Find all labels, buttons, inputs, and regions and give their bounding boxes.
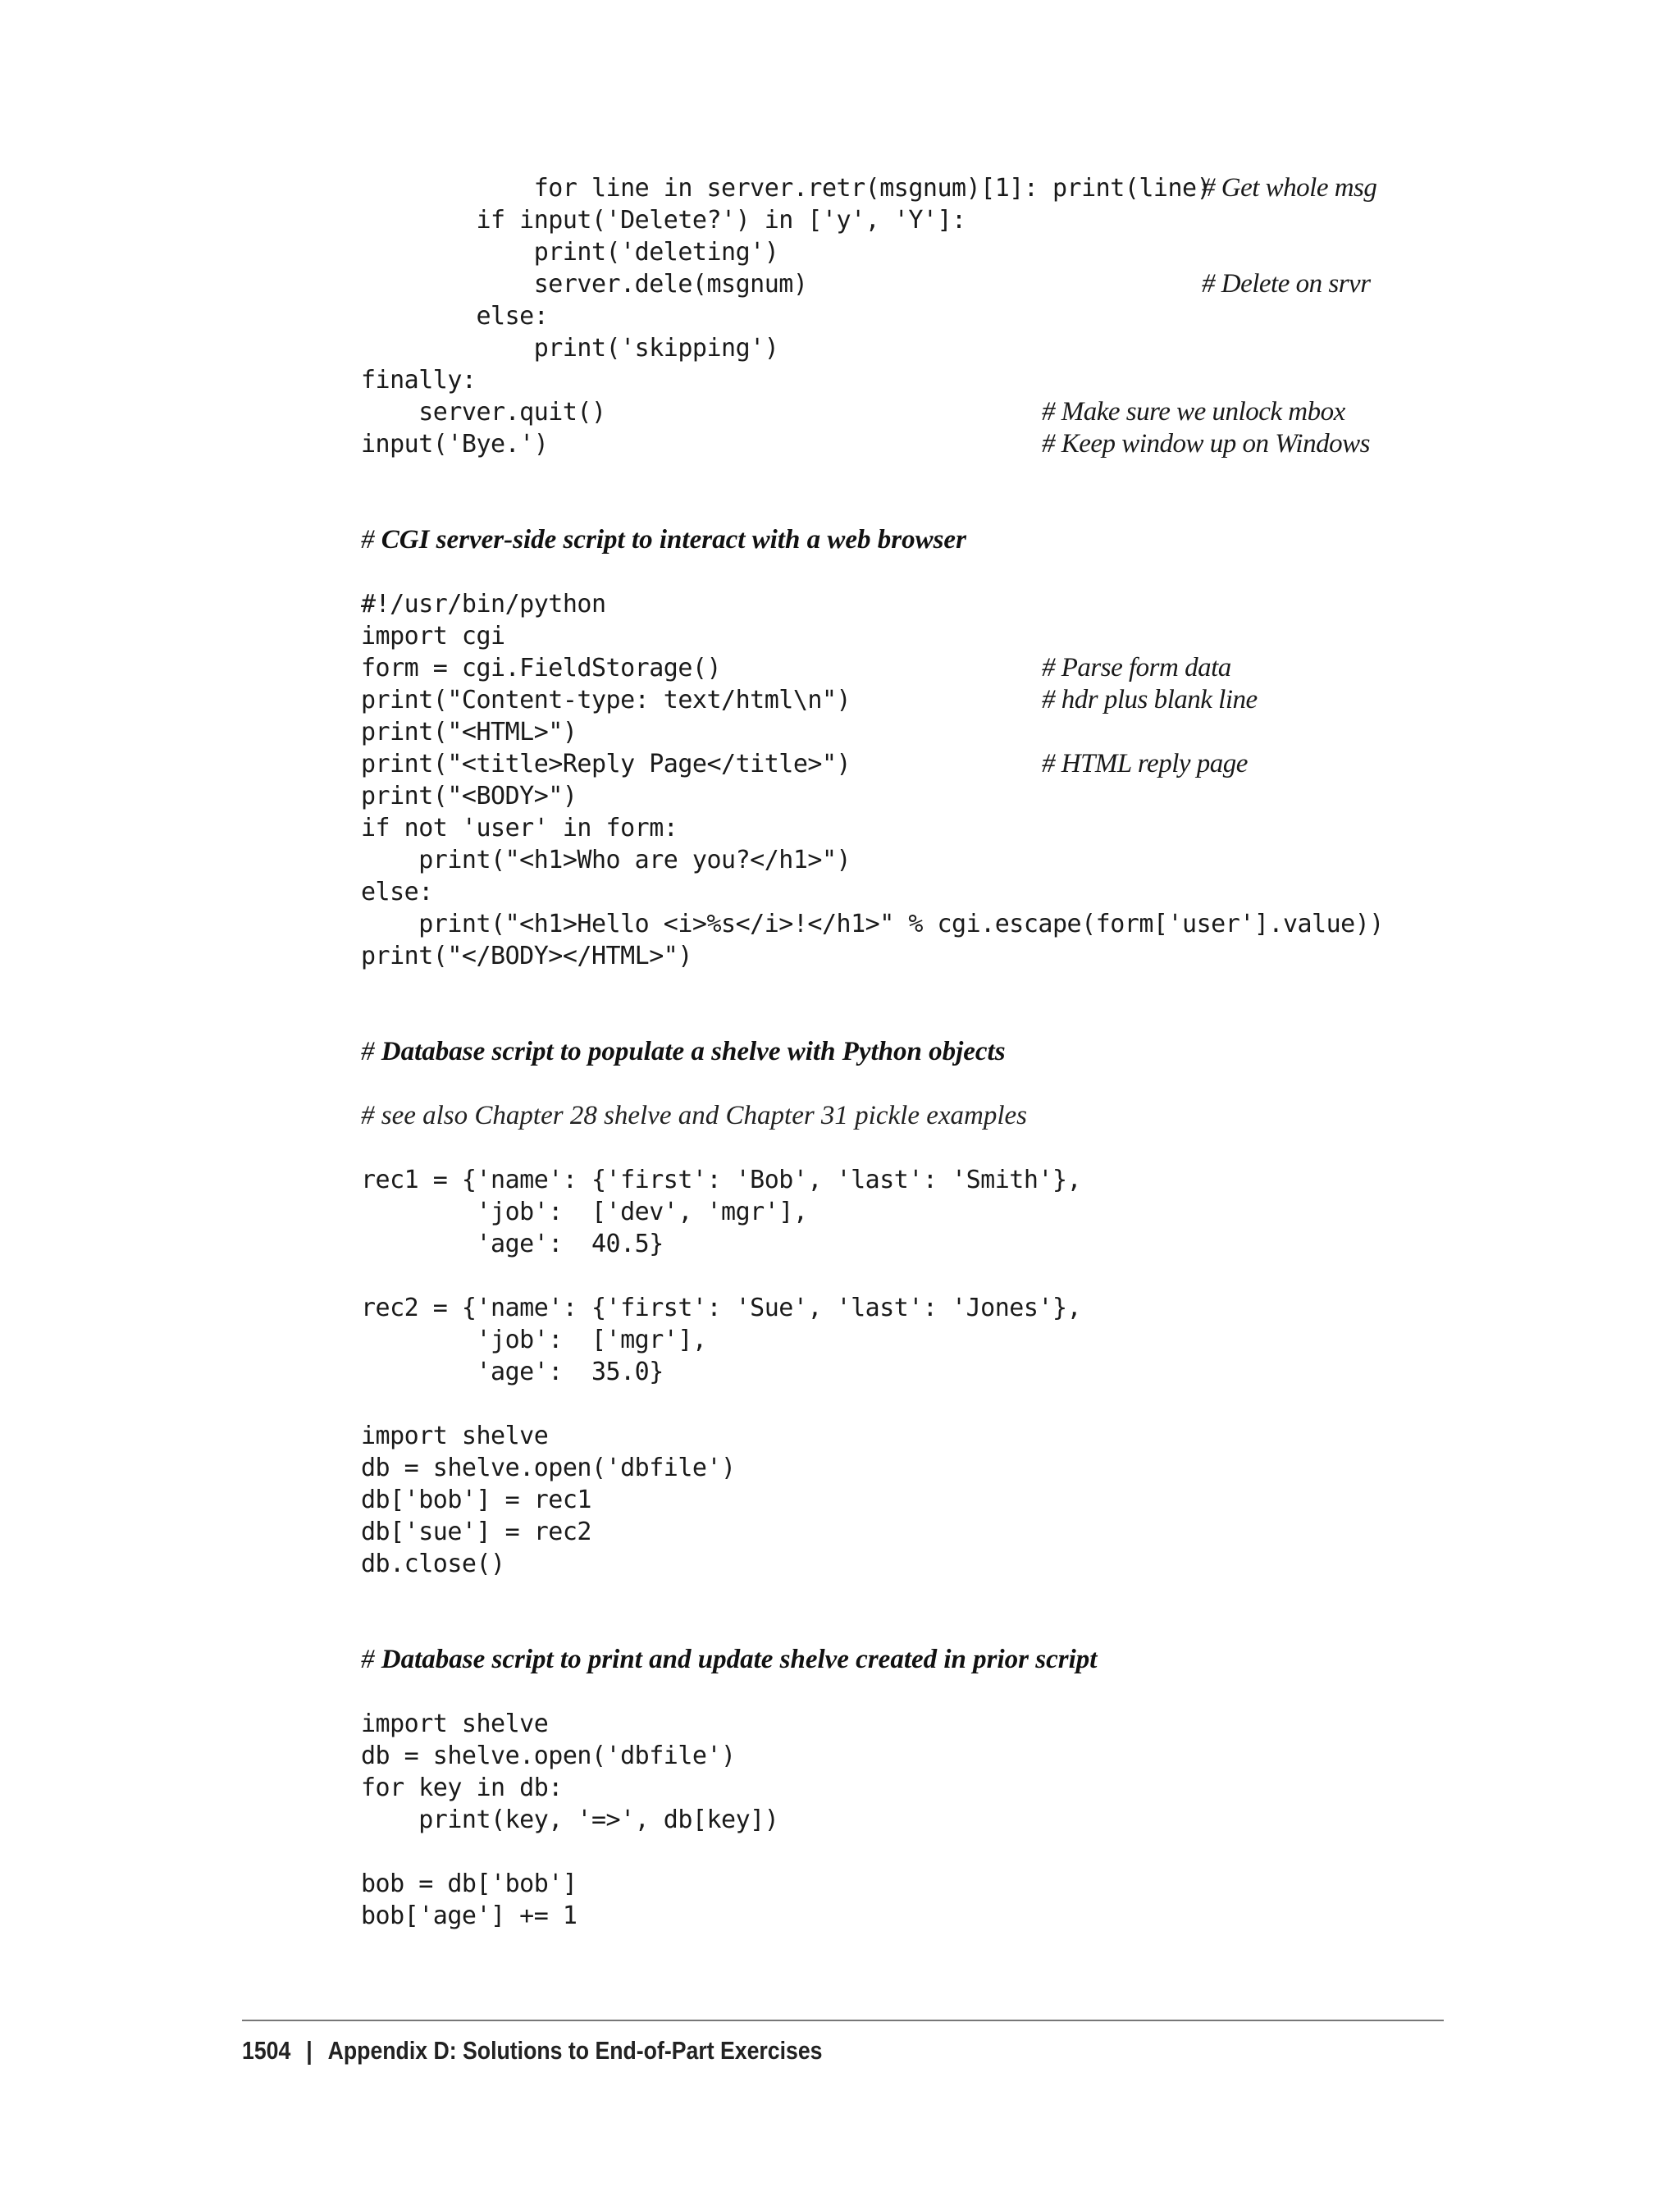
- code-comment: # Make sure we unlock mbox: [1042, 397, 1345, 427]
- code-line: server.quit() # Make sure we unlock mbox: [361, 397, 1345, 427]
- page-number: 1504: [242, 2036, 291, 2065]
- code-comment: # Parse form data: [1042, 653, 1231, 682]
- code-line: for line in server.retr(msgnum)[1]: print(line) # Get whole msg: [361, 173, 1377, 203]
- running-chapter-title: Appendix D: Solutions to End-of-Part Exercises: [327, 2036, 823, 2065]
- code-line: print('deleting'): [361, 238, 779, 267]
- code-line: if not 'user' in form:: [361, 814, 678, 842]
- code-block-shelve-update: [361, 1868, 1395, 1932]
- footer-divider: [242, 2020, 1444, 2021]
- code-line: else:: [361, 302, 549, 331]
- code-block-shelve-write: [361, 1420, 1395, 1580]
- code-line: if input('Delete?') in ['y', 'Y']:: [361, 206, 966, 235]
- code-line: #!/usr/bin/python: [361, 590, 606, 619]
- code-line: for key in db:: [361, 1774, 563, 1802]
- code-line: import cgi: [361, 622, 505, 651]
- code-line: print("</BODY></HTML>"): [361, 942, 692, 970]
- code-block-rec1: [361, 1164, 1395, 1260]
- code-comment: # hdr plus blank line: [1042, 685, 1258, 714]
- code-line: print(key, '=>', db[key]): [361, 1806, 779, 1834]
- code-line: 'age': 40.5}: [361, 1230, 664, 1258]
- code-line: db['bob'] = rec1: [361, 1486, 591, 1514]
- code-line: print("Content-type: text/html\n") # hdr plus blank line: [361, 685, 1258, 714]
- code-line: finally:: [361, 366, 477, 395]
- section-heading-db-populate: # Database script to populate a shelve with Python objects: [361, 1037, 1006, 1066]
- code-comment: # Get whole msg: [1202, 173, 1377, 203]
- code-line: print("<BODY>"): [361, 782, 578, 810]
- page-footer: [242, 2033, 823, 2069]
- code-line: 'age': 35.0}: [361, 1358, 664, 1386]
- code-line: import shelve: [361, 1422, 549, 1450]
- code-line: input('Bye.') # Keep window up on Windows: [361, 429, 1370, 459]
- section-note: # see also Chapter 28 shelve and Chapter 31 pickle examples: [361, 1101, 1027, 1130]
- code-block-shelve-read: [361, 1708, 1395, 1836]
- code-line: bob['age'] += 1: [361, 1901, 578, 1930]
- code-line: db.close(): [361, 1550, 505, 1578]
- code-line: 'job': ['mgr'],: [361, 1326, 707, 1354]
- code-line: print('skipping'): [361, 334, 779, 363]
- code-block-cgi: [361, 588, 1395, 972]
- code-line: print("<HTML>"): [361, 718, 578, 746]
- code-line: db['sue'] = rec2: [361, 1518, 591, 1546]
- code-line: server.dele(msgnum) # Delete on srvr: [361, 269, 1371, 299]
- code-line: form = cgi.FieldStorage() # Parse form data: [361, 653, 1231, 682]
- code-block-pop-mail: [361, 172, 1395, 460]
- code-comment: # Keep window up on Windows: [1042, 429, 1370, 459]
- code-line: 'job': ['dev', 'mgr'],: [361, 1198, 808, 1226]
- code-block-rec2: [361, 1292, 1395, 1388]
- code-line: rec2 = {'name': {'first': 'Sue', 'last': 'Jones'},: [361, 1294, 1082, 1322]
- code-comment: # Delete on srvr: [1202, 269, 1371, 299]
- code-line: import shelve: [361, 1710, 549, 1738]
- code-comment: # HTML reply page: [1042, 749, 1248, 778]
- code-line: print("<h1>Hello <i>%s</i>!</h1>" % cgi.escape(form['user'].value)): [361, 910, 1384, 938]
- footer-separator: |: [306, 2036, 313, 2065]
- section-heading-db-update: # Database script to print and update shelve created in prior script: [361, 1645, 1098, 1674]
- code-line: print("<h1>Who are you?</h1>"): [361, 846, 851, 874]
- code-line: rec1 = {'name': {'first': 'Bob', 'last': 'Smith'},: [361, 1166, 1082, 1194]
- code-line: bob = db['bob']: [361, 1869, 578, 1898]
- page-content: [361, 172, 1395, 1932]
- code-line: db = shelve.open('dbfile'): [361, 1742, 736, 1770]
- code-line: else:: [361, 878, 433, 906]
- code-line: print("<title>Reply Page</title>") # HTML reply page: [361, 749, 1248, 778]
- section-heading-cgi: # CGI server-side script to interact with a web browser: [361, 525, 966, 555]
- code-line: db = shelve.open('dbfile'): [361, 1454, 736, 1482]
